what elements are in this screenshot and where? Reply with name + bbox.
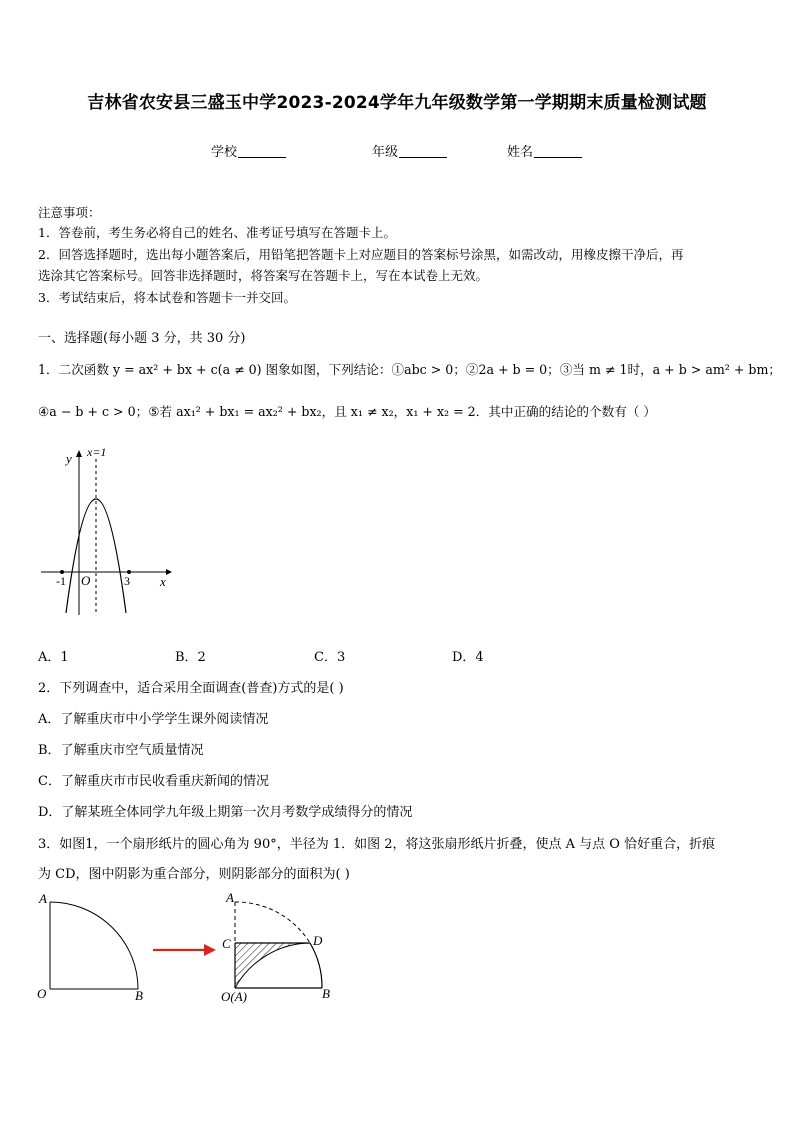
q2-option-d[interactable]: D．了解某班全体同学九年级上期第一次月考数学成绩得分的情况 [38, 805, 413, 820]
name-label: 姓名 [507, 145, 534, 160]
q3-figure-2 [218, 888, 338, 1008]
q1-option-a[interactable]: A．1 [38, 650, 69, 665]
grade-field[interactable] [372, 141, 447, 160]
q2-option-a[interactable]: A．了解重庆市中小学学生课外阅读情况 [38, 712, 269, 727]
school-blank [238, 145, 286, 158]
origin-label: O [81, 573, 91, 588]
school-field[interactable] [211, 141, 286, 160]
q2-stem: 2．下列调查中，适合采用全面调查(普查)方式的是( ) [38, 681, 344, 696]
page-title: 吉林省农安县三盛玉中学2023-2024学年九年级数学第一学期期末质量检测试题 [87, 93, 707, 113]
symmetry-axis-label: x=1 [87, 445, 107, 459]
x-axis-label: x [160, 574, 166, 589]
grade-blank [399, 145, 447, 158]
q3-figure-1 [34, 890, 154, 1005]
point-o-label: O [37, 986, 47, 1001]
notice-item: 2．回答选择题时，选出每小题答案后，用铅笔把答题卡上对应题目的答案标号涂黑，如需改动，用橡皮擦干净后，再 [38, 247, 684, 262]
notice-item: 3．考试结束后，将本试卷和答题卡一并交回。 [38, 290, 296, 305]
original-arc-dashed [235, 902, 310, 943]
notice-item: 选涂其它答案标号。回答非选择题时，将答案写在答题卡上，写在本试卷上无效。 [38, 268, 489, 283]
q1-stem-line1: 1．二次函数 y = ax² + bx + c(a ≠ 0) 图象如图，下列结论：①abc > 0；②2a + b = 0；③当 m ≠ 1时，a + b > am² + bm； [38, 362, 782, 377]
point-b-label: B [322, 986, 330, 1001]
section-heading: 一、选择题(每小题 3 分，共 30 分) [38, 331, 246, 346]
q1-option-d[interactable]: D．4 [452, 650, 484, 665]
x-axis-arrow [166, 569, 172, 575]
q3-stem-line2: 为 CD，图中阴影为重合部分，则阴影部分的面积为( ) [38, 867, 350, 882]
notice-heading: 注意事项： [38, 205, 101, 220]
school-label: 学校 [211, 145, 238, 160]
point-a-label: A [226, 890, 234, 905]
q1-option-b[interactable]: B．2 [175, 650, 206, 665]
point-d-label: D [313, 933, 323, 948]
q1-option-c[interactable]: C．3 [314, 650, 346, 665]
name-blank [534, 145, 582, 158]
q3-stem-line1: 3．如图1，一个扇形纸片的圆心角为 90°，半径为 1．如图 2，将这张扇形纸片折叠，使点 A 与点 O 恰好重合，折痕 [38, 837, 716, 852]
y-axis-arrow [76, 450, 82, 457]
q2-option-c[interactable]: C．了解重庆市市民收看重庆新闻的情况 [38, 774, 269, 789]
q1-stem-line2: ④a − b + c > 0；⑤若 ax₁² + bx₁ = ax₂² + bx₂，且 x₁ ≠ x₂，x₁ + x₂ = 2．其中正确的结论的个数有（ ） [38, 404, 656, 419]
root-left-label: -1 [56, 574, 66, 588]
point-b-label: B [135, 988, 143, 1003]
lower-arc [310, 943, 322, 988]
shaded-overlap-region [235, 943, 310, 988]
red-arrow [150, 940, 220, 960]
arrow-head [204, 944, 216, 956]
notice-item: 1．答卷前，考生务必将自己的姓名、准考证号填写在答题卡上。 [38, 225, 396, 240]
point-c-label: C [222, 936, 231, 951]
root-right-label: 3 [124, 574, 130, 588]
point-oa-label: O(A) [221, 989, 247, 1004]
y-axis-label: y [66, 451, 72, 466]
point-a-label: A [39, 891, 47, 906]
q1-parabola-graph [36, 445, 176, 620]
name-field[interactable] [507, 141, 582, 160]
grade-label: 年级 [372, 145, 399, 160]
q2-option-b[interactable]: B．了解重庆市空气质量情况 [38, 743, 204, 758]
sector-arc [50, 902, 138, 989]
